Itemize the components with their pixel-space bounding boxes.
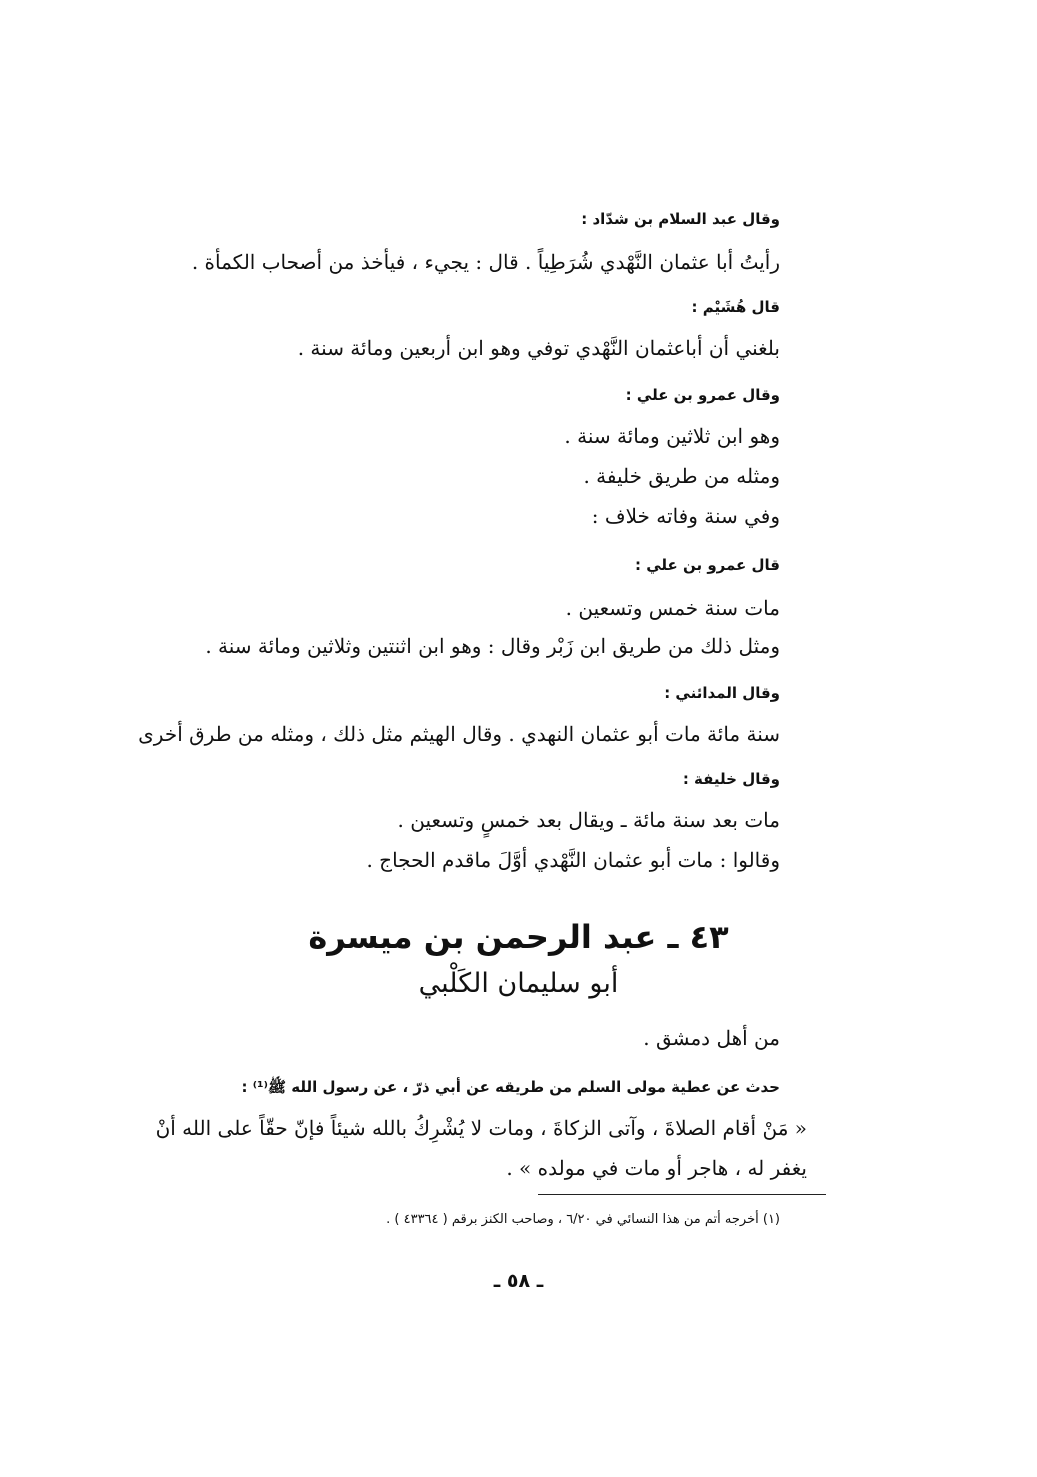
narrator-header-abd-al-salam: وقال عبد السلام بن شدّاد : (581, 210, 780, 228)
narrator-header-amr-ibn-ali: وقال عمرو بن علي : (625, 386, 780, 404)
narration-text: رأيتُ أبا عثمان النَّهْدي شُرَطِياً . قال : يجيء ، فيأخذ من أصحاب الكمأة . (191, 250, 780, 274)
narrator-header-madaini: وقال المدائني : (664, 684, 780, 702)
narrator-header-khalifa: وقال خليفة : (682, 770, 780, 788)
hadith-text: « مَنْ أقام الصلاةَ ، وآتى الزكاةَ ، ومات لا يُشْرِكُ بالله شيئاً فإنّ حقّاً على الله أنْ (155, 1116, 807, 1140)
narration-text: وقالوا : مات أبو عثمان النَّهْدي أوَّلَ ماقدم الحجاج . (366, 848, 780, 872)
narrator-header-amr-ibn-ali: قال عمرو بن علي : (635, 556, 780, 574)
footnote-divider (538, 1194, 826, 1195)
narration-text: مات سنة خمس وتسعين . (565, 596, 780, 620)
narration-text: ومثله من طريق خليفة . (583, 464, 780, 488)
narration-text: بلغني أن أباعثمان النَّهْدي توفي وهو ابن أربعين ومائة سنة . (297, 336, 780, 360)
entry-subtitle: أبو سليمان الكَلْبي (418, 968, 619, 999)
narration-text: ومثل ذلك من طريق ابن زَبْر وقال : وهو ابن اثنتين وثلاثين ومائة سنة . (205, 634, 780, 658)
page-number: ـ ٥٨ ـ (493, 1270, 544, 1292)
footnote: (١) أخرجه أتم من هذا النسائي في ٦/٢٠ ، وصاحب الكنز برقم ( ٤٣٣٦٤ ) . (386, 1212, 780, 1227)
entry-origin: من أهل دمشق . (643, 1026, 780, 1050)
entry-title: ٤٣ ـ عبد الرحمن بن ميسرة (308, 918, 729, 956)
narration-text: سنة مائة مات أبو عثمان النهدي . وقال الهيثم مثل ذلك ، ومثله من طرق أخرى (138, 722, 780, 746)
narrator-header-hushaym: قال هُشَيْم : (691, 298, 780, 316)
hadith-intro: حدث عن عطية مولى السلم من طريقه عن أبي ذرّ ، عن رسول الله ﷺ⁽¹⁾ : (241, 1078, 780, 1096)
narration-text: وهو ابن ثلاثين ومائة سنة . (564, 424, 780, 448)
narration-text: وفي سنة وفاته خلاف : (591, 504, 780, 528)
narration-text: مات بعد سنة مائة ـ ويقال بعد خمسٍ وتسعين . (397, 808, 780, 832)
hadith-text: يغفر له ، هاجر أو مات في مولده » . (506, 1156, 807, 1180)
